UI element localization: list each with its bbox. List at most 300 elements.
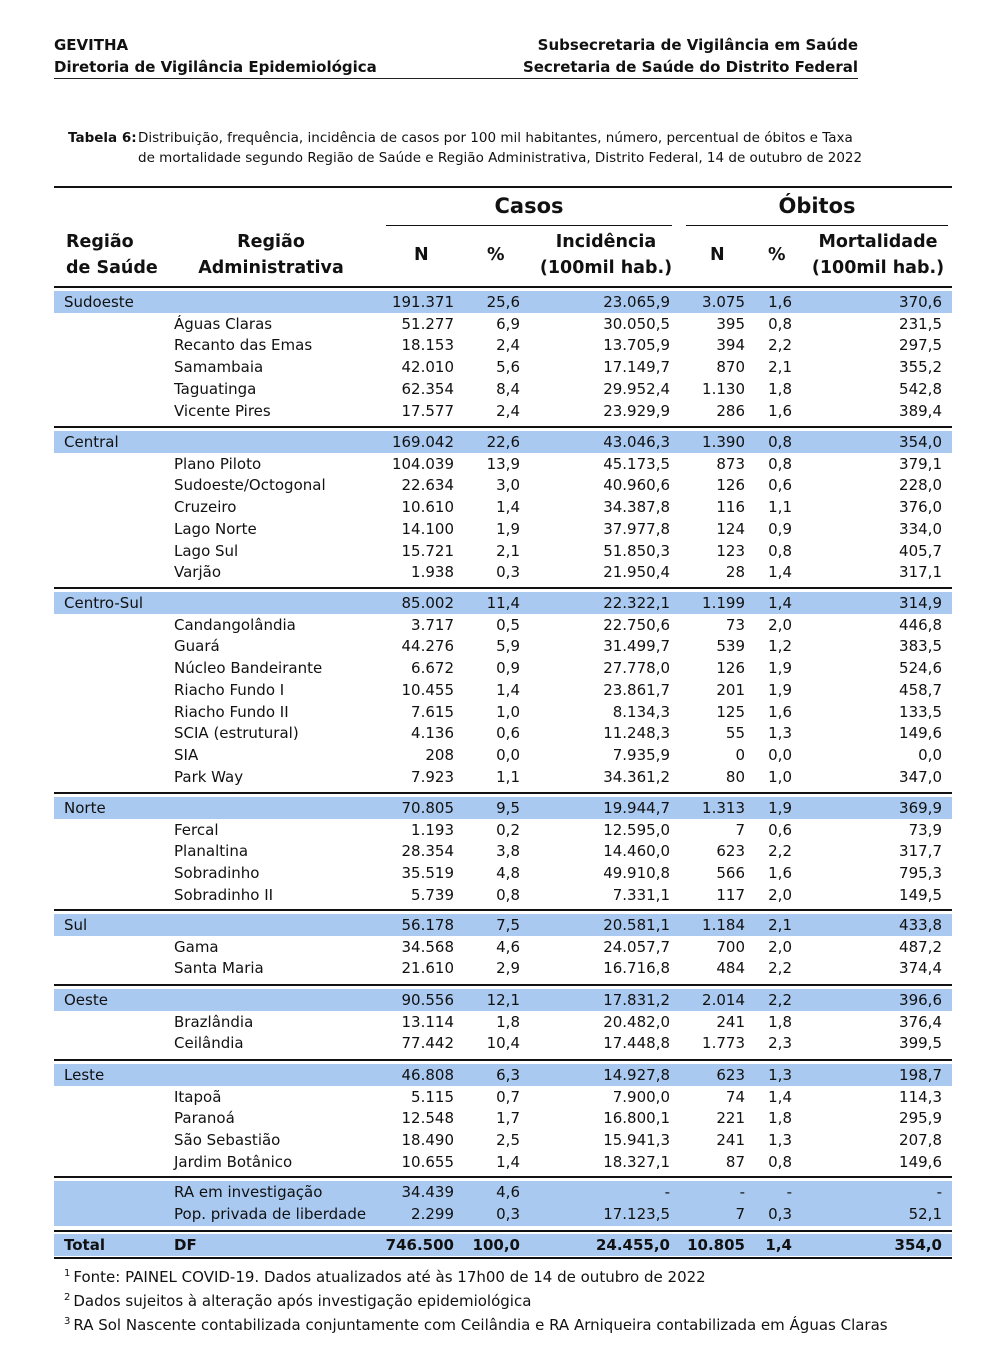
table-row <box>54 701 952 723</box>
cell-p: 1,9 <box>496 519 520 538</box>
cell-on: 7 <box>735 1204 745 1223</box>
table-row <box>54 1011 952 1033</box>
cell-op: 1,9 <box>768 680 792 699</box>
cell-on: 241 <box>716 1012 745 1031</box>
cell-n: 42.010 <box>401 358 454 377</box>
col-header-ra: Região Administrativa <box>198 232 344 278</box>
region-row <box>54 592 952 614</box>
table-row <box>54 1032 952 1054</box>
cell-mort: 52,1 <box>908 1204 942 1223</box>
cell-op: 1,3 <box>768 1066 792 1084</box>
footnote: $^1$ Fonte: PAINEL COVID-19. Dados atualizados até às 17h00 de 14 de outubro de 2022 <box>64 1268 706 1286</box>
cell-op: 1,6 <box>768 864 792 883</box>
cell-n: 6.672 <box>411 659 454 678</box>
cell-p: 0,0 <box>496 745 520 764</box>
cell-on: 73 <box>725 615 745 634</box>
cell-mort: 73,9 <box>908 820 942 839</box>
cell-inc: 17.123,5 <box>603 1204 670 1223</box>
cell-mort: 405,7 <box>899 541 942 560</box>
cell-n: 1.193 <box>411 820 454 839</box>
cell-ra: São Sebastião <box>174 1131 281 1150</box>
cell-inc: 34.387,8 <box>603 498 670 517</box>
cell-inc: 43.046,3 <box>603 433 670 451</box>
group-separator <box>54 426 952 428</box>
table-row <box>54 1129 952 1151</box>
cell-mort: 317,7 <box>899 842 942 861</box>
cell-ra: Gama <box>174 937 219 956</box>
cell-on: 124 <box>716 519 745 538</box>
cell-reg: Total <box>64 1236 105 1254</box>
cell-n: 7.615 <box>411 702 454 721</box>
table-row <box>54 819 952 841</box>
cell-inc: 14.927,8 <box>603 1066 670 1084</box>
cell-inc: 45.173,5 <box>603 454 670 473</box>
cell-ra: RA em investigação <box>174 1183 323 1201</box>
cell-op: 1,4 <box>768 563 792 582</box>
cell-inc: 20.581,1 <box>603 916 670 934</box>
cell-mort: 133,5 <box>899 702 942 721</box>
total-separator <box>54 1230 952 1232</box>
cell-inc: 14.460,0 <box>603 842 670 861</box>
cell-op: 2,2 <box>768 842 792 861</box>
cell-on: 7 <box>735 820 745 839</box>
cell-op: 0,3 <box>768 1204 792 1223</box>
cell-ra: Park Way <box>174 767 244 786</box>
cell-mort: 369,9 <box>899 799 942 817</box>
cell-p: 4,6 <box>496 1183 520 1201</box>
region-row <box>54 989 952 1011</box>
cell-ra: Vicente Pires <box>174 401 271 420</box>
cell-mort: 149,5 <box>899 885 942 904</box>
cell-n: 44.276 <box>401 637 454 656</box>
cell-n: 34.568 <box>401 937 454 956</box>
cell-reg: Sudoeste <box>64 293 134 311</box>
cell-op: 2,1 <box>768 358 792 377</box>
cell-on: 870 <box>716 358 745 377</box>
table-row <box>54 1203 952 1225</box>
cell-ra: Plano Piloto <box>174 454 262 473</box>
cell-on: 28 <box>725 563 745 582</box>
subsecretariat-name: Subsecretaria de Vigilância em Saúde <box>537 36 858 54</box>
cell-mort: 334,0 <box>899 519 942 538</box>
cell-p: 0,3 <box>496 563 520 582</box>
cell-n: 104.039 <box>391 454 454 473</box>
cell-on: 1.773 <box>702 1034 745 1053</box>
cell-inc: 23.929,9 <box>603 401 670 420</box>
cell-ra: Candangolândia <box>174 615 296 634</box>
cell-op: 1,2 <box>768 637 792 656</box>
cell-op: 0,8 <box>768 314 792 333</box>
cell-p: 4,6 <box>496 937 520 956</box>
cell-inc: 16.716,8 <box>603 959 670 978</box>
cell-inc: 51.850,3 <box>603 541 670 560</box>
cell-p: 12,1 <box>486 991 520 1009</box>
cell-n: 77.442 <box>401 1034 454 1053</box>
cell-p: 0,5 <box>496 615 520 634</box>
cell-ra: Brazlândia <box>174 1012 254 1031</box>
cell-on: 484 <box>716 959 745 978</box>
cell-inc: 7.331,1 <box>612 885 670 904</box>
cell-op: 1,4 <box>768 1087 792 1106</box>
cell-ra: Sobradinho II <box>174 885 274 904</box>
cell-inc: 23.861,7 <box>603 680 670 699</box>
cell-op: 2,2 <box>768 336 792 355</box>
cell-p: 11,4 <box>486 594 520 612</box>
cell-p: 10,4 <box>486 1034 520 1053</box>
cell-n: 15.721 <box>401 541 454 560</box>
group-line-cases <box>386 225 672 226</box>
cell-ra: Riacho Fundo II <box>174 702 289 721</box>
cell-inc: 27.778,0 <box>603 659 670 678</box>
cell-ra: Sudoeste/Octogonal <box>174 476 326 495</box>
cell-on: 87 <box>725 1152 745 1171</box>
caption-label: Tabela 6: <box>68 130 137 146</box>
cell-op: 1,0 <box>768 767 792 786</box>
cell-inc: 23.065,9 <box>603 293 670 311</box>
cell-mort: 354,0 <box>899 433 942 451</box>
cell-on: 55 <box>725 724 745 743</box>
col-header-cases-pct: % <box>487 245 505 265</box>
cell-op: 0,0 <box>768 745 792 764</box>
col-header-deaths-pct: % <box>768 245 786 265</box>
table-row <box>54 722 952 744</box>
cell-inc: 7.935,9 <box>612 745 670 764</box>
group-separator <box>54 909 952 911</box>
cell-on: 116 <box>716 498 745 517</box>
footnote: $^3$ RA Sol Nascente contabilizada conjuntamente com Ceilândia e RA Arniqueira contabilizada em Águas Claras <box>64 1316 888 1334</box>
cell-mort: 383,5 <box>899 637 942 656</box>
cell-p: 9,5 <box>496 799 520 817</box>
directorate-name: Diretoria de Vigilância Epidemiológica <box>54 58 377 76</box>
col-header-incidence: Incidência (100mil hab.) <box>539 232 673 278</box>
cell-ra: Planaltina <box>174 842 249 861</box>
cell-ra: Ceilândia <box>174 1034 244 1053</box>
cell-p: 0,2 <box>496 820 520 839</box>
cell-ra: DF <box>174 1236 197 1254</box>
cell-inc: 13.705,9 <box>603 336 670 355</box>
table-row <box>54 400 952 422</box>
cell-ra: Varjão <box>174 563 221 582</box>
cell-on: 700 <box>716 937 745 956</box>
cell-on: 2.014 <box>702 991 745 1009</box>
cell-n: 90.556 <box>401 991 454 1009</box>
cell-op: 0,9 <box>768 519 792 538</box>
cell-ra: Sobradinho <box>174 864 260 883</box>
cell-on: 125 <box>716 702 745 721</box>
cell-mort: 317,1 <box>899 563 942 582</box>
cell-mort: 458,7 <box>899 680 942 699</box>
cell-on: 1.199 <box>702 594 745 612</box>
cell-mort: 376,4 <box>899 1012 942 1031</box>
cell-p: 4,8 <box>496 864 520 883</box>
cell-ra: Núcleo Bandeirante <box>174 659 323 678</box>
cell-reg: Centro-Sul <box>64 594 143 612</box>
cell-on: 123 <box>716 541 745 560</box>
cell-on: 3.075 <box>702 293 745 311</box>
table-row <box>54 635 952 657</box>
cell-on: 221 <box>716 1109 745 1128</box>
cell-ra: Taguatinga <box>174 379 257 398</box>
cell-n: 62.354 <box>401 379 454 398</box>
header-right <box>523 34 858 78</box>
cell-on: 873 <box>716 454 745 473</box>
cell-inc: 29.952,4 <box>603 379 670 398</box>
group-separator <box>54 1059 952 1061</box>
cell-mort: 433,8 <box>899 916 942 934</box>
cell-p: 2,5 <box>496 1131 520 1150</box>
cell-n: 17.577 <box>401 401 454 420</box>
cell-mort: 396,6 <box>899 991 942 1009</box>
caption-line-2: de mortalidade segundo Região de Saúde e Região Administrativa, Distrito Federal, 14 de outubro de 2022 <box>138 150 863 166</box>
cell-n: 18.153 <box>401 336 454 355</box>
cell-op: 1,9 <box>768 659 792 678</box>
cell-op: 0,8 <box>768 433 792 451</box>
cell-n: 169.042 <box>391 433 454 451</box>
cell-p: 5,9 <box>496 637 520 656</box>
cell-p: 25,6 <box>486 293 520 311</box>
cell-op: 1,9 <box>768 799 792 817</box>
cell-p: 2,4 <box>496 401 520 420</box>
table-row <box>54 1181 952 1203</box>
cell-on: 623 <box>716 842 745 861</box>
cell-ra: SIA <box>174 745 199 764</box>
footnote: $^2$ Dados sujeitos à alteração após investigação epidemiológica <box>64 1292 532 1310</box>
cell-ra: Fercal <box>174 820 219 839</box>
table-row <box>54 840 952 862</box>
cell-inc: 22.750,6 <box>603 615 670 634</box>
cell-ra: Jardim Botânico <box>174 1152 293 1171</box>
cell-on: 1.390 <box>702 433 745 451</box>
cell-op: 2,3 <box>768 1034 792 1053</box>
cell-op: 1,6 <box>768 293 792 311</box>
cell-ra: Lago Norte <box>174 519 257 538</box>
cell-ra: Pop. privada de liberdade <box>174 1204 367 1223</box>
cell-op: 2,2 <box>768 959 792 978</box>
cell-on: 126 <box>716 659 745 678</box>
total-row <box>54 1234 952 1256</box>
cell-op: 1,8 <box>768 379 792 398</box>
cell-mort: 446,8 <box>899 615 942 634</box>
cell-on: 126 <box>716 476 745 495</box>
cell-p: 1,4 <box>496 680 520 699</box>
cell-on: 1.130 <box>702 379 745 398</box>
group-header-cases: Casos <box>494 194 564 218</box>
cell-n: 1.938 <box>411 563 454 582</box>
cell-n: 85.002 <box>401 594 454 612</box>
table-row <box>54 884 952 906</box>
cell-n: 14.100 <box>401 519 454 538</box>
cell-mort: 198,7 <box>899 1066 942 1084</box>
cell-op: 0,6 <box>768 820 792 839</box>
table-row <box>54 540 952 562</box>
cell-inc: 24.057,7 <box>603 937 670 956</box>
cell-on: 201 <box>716 680 745 699</box>
cell-p: 1,1 <box>496 767 520 786</box>
cell-op: 2,0 <box>768 615 792 634</box>
cell-n: 5.115 <box>411 1087 454 1106</box>
col-header-deaths-n: N <box>710 245 725 265</box>
region-row <box>54 1064 952 1086</box>
cell-op: - <box>786 1183 792 1201</box>
cell-n: 70.805 <box>401 799 454 817</box>
region-row <box>54 797 952 819</box>
cell-op: 1,3 <box>768 724 792 743</box>
secretariat-name: Secretaria de Saúde do Distrito Federal <box>522 58 858 76</box>
cell-p: 0,6 <box>496 724 520 743</box>
cell-p: 1,0 <box>496 702 520 721</box>
cell-inc: 11.248,3 <box>603 724 670 743</box>
cell-p: 5,6 <box>496 358 520 377</box>
cell-n: 191.371 <box>391 293 454 311</box>
cell-ra: Cruzeiro <box>174 498 237 517</box>
cell-on: - <box>739 1183 745 1201</box>
cell-n: 22.634 <box>401 476 454 495</box>
cell-op: 2,0 <box>768 937 792 956</box>
cell-mort: 347,0 <box>899 767 942 786</box>
region-row <box>54 431 952 453</box>
table-row <box>54 957 952 979</box>
cell-on: 286 <box>716 401 745 420</box>
group-separator <box>54 984 952 986</box>
cell-inc: 17.448,8 <box>603 1034 670 1053</box>
cell-p: 1,4 <box>496 498 520 517</box>
group-separator <box>54 792 952 794</box>
cell-mort: 0,0 <box>918 745 942 764</box>
cell-p: 3,8 <box>496 842 520 861</box>
cell-mort: 149,6 <box>899 1152 942 1171</box>
cell-p: 2,9 <box>496 959 520 978</box>
cell-n: 56.178 <box>401 916 454 934</box>
cell-reg: Norte <box>64 799 106 817</box>
cell-inc: 24.455,0 <box>595 1236 670 1254</box>
cell-n: 46.808 <box>401 1066 454 1084</box>
cell-mort: 314,9 <box>899 594 942 612</box>
header-bottom-rule <box>54 286 952 288</box>
cell-op: 1,3 <box>768 1131 792 1150</box>
cell-p: 22,6 <box>486 433 520 451</box>
cell-on: 117 <box>716 885 745 904</box>
cell-mort: 354,0 <box>894 1236 942 1254</box>
cell-on: 74 <box>725 1087 745 1106</box>
cell-mort: 379,1 <box>899 454 942 473</box>
header-left <box>54 34 377 78</box>
cell-reg: Sul <box>64 916 88 934</box>
table-row <box>54 657 952 679</box>
cell-mort: 374,4 <box>899 959 942 978</box>
table-row <box>54 614 952 636</box>
cell-p: 1,4 <box>496 1152 520 1171</box>
cell-p: 6,9 <box>496 314 520 333</box>
cell-inc: 8.134,3 <box>612 702 670 721</box>
col-header-region: Região de Saúde <box>66 232 158 278</box>
cell-n: 34.439 <box>401 1183 454 1201</box>
cell-ra: Águas Claras <box>174 314 273 333</box>
cell-p: 0,9 <box>496 659 520 678</box>
cell-mort: 376,0 <box>899 498 942 517</box>
col-header-mortality: Mortalidade (100mil hab.) <box>811 232 945 278</box>
table-row <box>54 1107 952 1129</box>
cell-op: 1,8 <box>768 1012 792 1031</box>
cell-inc: 21.950,4 <box>603 563 670 582</box>
table-row <box>54 334 952 356</box>
cell-mort: 297,5 <box>899 336 942 355</box>
table-row <box>54 1086 952 1108</box>
cell-inc: 40.960,6 <box>603 476 670 495</box>
cell-n: 10.455 <box>401 680 454 699</box>
table-row <box>54 561 952 583</box>
table-top-rule <box>54 186 952 188</box>
cell-ra: Samambaia <box>174 358 264 377</box>
cell-inc: 16.800,1 <box>603 1109 670 1128</box>
cell-p: 1,8 <box>496 1012 520 1031</box>
cell-mort: 231,5 <box>899 314 942 333</box>
cell-n: 10.610 <box>401 498 454 517</box>
cell-inc: 31.499,7 <box>603 637 670 656</box>
cell-p: 0,7 <box>496 1087 520 1106</box>
table-row <box>54 474 952 496</box>
cell-inc: - <box>664 1183 670 1201</box>
table-row <box>54 936 952 958</box>
cell-mort: 399,5 <box>899 1034 942 1053</box>
cell-mort: 524,6 <box>899 659 942 678</box>
cell-mort: 207,8 <box>899 1131 942 1150</box>
cell-inc: 17.831,2 <box>603 991 670 1009</box>
cell-n: 746.500 <box>385 1236 454 1254</box>
cell-inc: 18.327,1 <box>603 1152 670 1171</box>
cell-p: 2,4 <box>496 336 520 355</box>
cell-n: 28.354 <box>401 842 454 861</box>
group-separator <box>54 1176 952 1178</box>
group-separator <box>54 587 952 589</box>
cell-p: 8,4 <box>496 379 520 398</box>
cell-mort: 114,3 <box>899 1087 942 1106</box>
cell-ra: Paranoá <box>174 1109 235 1128</box>
header-divider <box>54 78 858 79</box>
cell-op: 0,8 <box>768 1152 792 1171</box>
cell-n: 4.136 <box>411 724 454 743</box>
group-line-deaths <box>686 225 948 226</box>
cell-p: 100,0 <box>472 1236 520 1254</box>
cell-op: 1,8 <box>768 1109 792 1128</box>
cell-on: 539 <box>716 637 745 656</box>
cell-mort: 370,6 <box>899 293 942 311</box>
cell-inc: 37.977,8 <box>603 519 670 538</box>
cell-n: 3.717 <box>411 615 454 634</box>
cell-mort: - <box>936 1183 942 1201</box>
cell-n: 13.114 <box>401 1012 454 1031</box>
cell-mort: 389,4 <box>899 401 942 420</box>
cell-op: 2,0 <box>768 885 792 904</box>
cell-n: 18.490 <box>401 1131 454 1150</box>
cell-mort: 542,8 <box>899 379 942 398</box>
cell-inc: 12.595,0 <box>603 820 670 839</box>
cell-mort: 355,2 <box>899 358 942 377</box>
cell-inc: 20.482,0 <box>603 1012 670 1031</box>
table-row <box>54 378 952 400</box>
cell-inc: 17.149,7 <box>603 358 670 377</box>
cell-on: 0 <box>735 745 745 764</box>
cell-op: 0,8 <box>768 454 792 473</box>
cell-p: 0,8 <box>496 885 520 904</box>
cell-n: 5.739 <box>411 885 454 904</box>
table-bottom-rule <box>54 1257 952 1259</box>
cell-ra: Lago Sul <box>174 541 239 560</box>
table-row <box>54 744 952 766</box>
cell-reg: Central <box>64 433 119 451</box>
cell-op: 1,1 <box>768 498 792 517</box>
table-row <box>54 453 952 475</box>
group-header-deaths: Óbitos <box>778 194 856 218</box>
